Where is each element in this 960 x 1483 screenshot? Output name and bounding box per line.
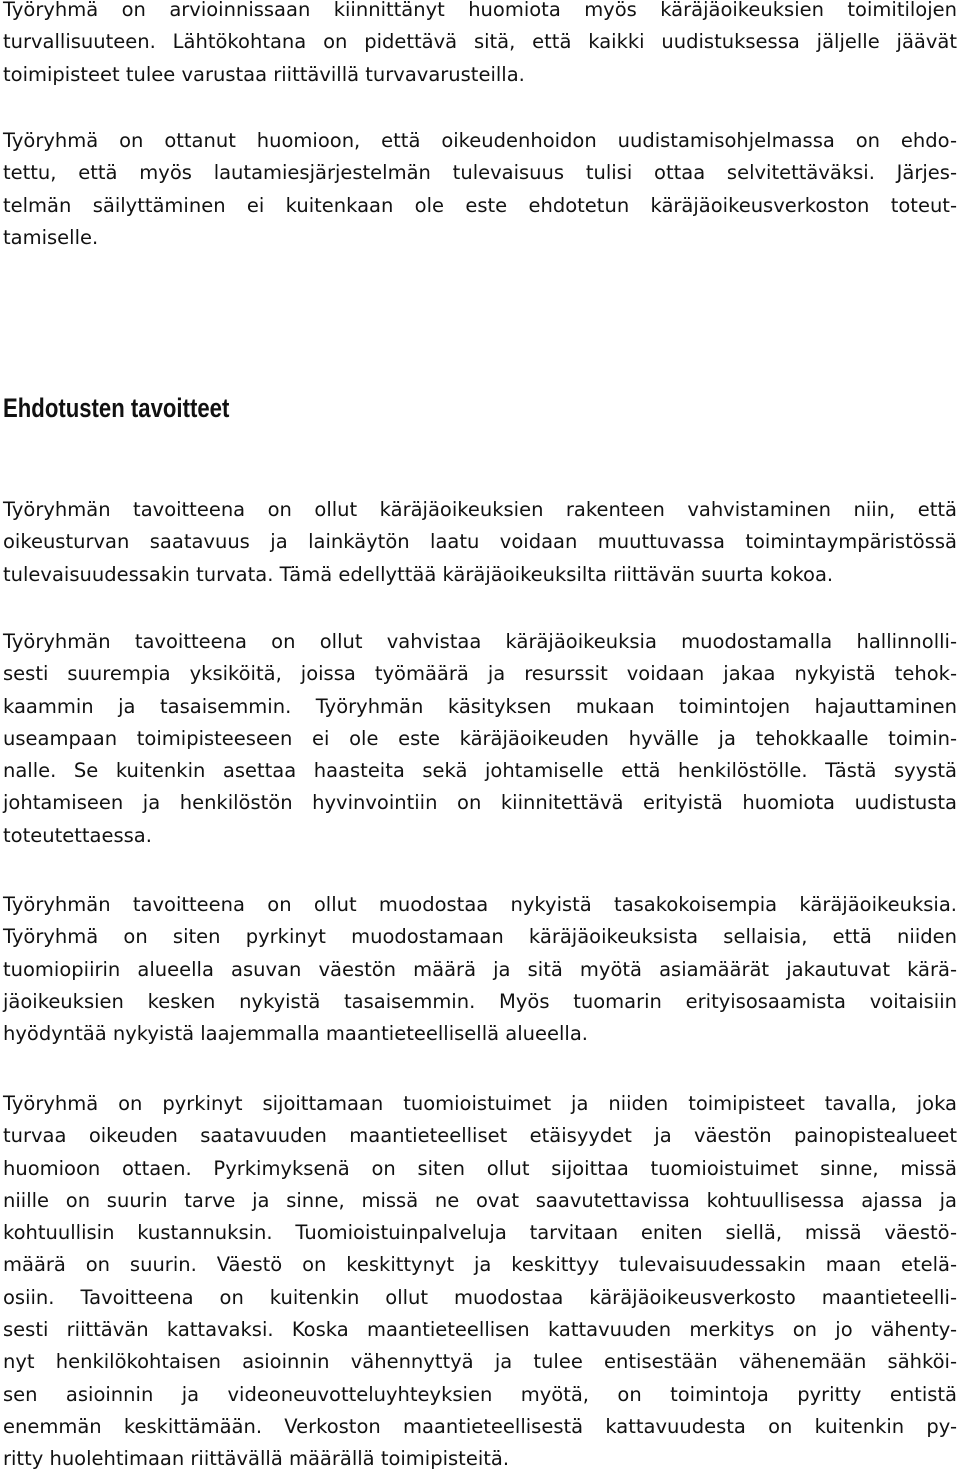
text-line: Työryhmä on ottanut huomioon, että oikeudenhoidon uudistamisohjelmassa on ehdo-: [3, 129, 957, 152]
text-line: turvaa oikeuden saatavuuden maantieteelliset etäisyydet ja väestön painopistealueet: [3, 1124, 957, 1148]
text-line: toimipisteet tulee varustaa riittävillä turvavarusteilla.: [3, 62, 525, 86]
text-line: jäoikeuksien kesken nykyistä tasaisemmin. Myös tuomarin erityisosaamista voitaisiin: [3, 989, 957, 1013]
text-line: tettu, että myös lautamiesjärjestelmän tulevaisuus tulisi ottaa selvitettäväksi. Järjes-: [3, 161, 957, 185]
text-line: turvallisuuteen. Lähtökohtana on pidettävä sitä, että kaikki uudistuksessa jäljelle jäävät: [3, 30, 957, 54]
paragraph-court-locations: [3, 1088, 957, 1476]
text-line: oikeusturvan saatavuus ja lainkäytön laatu voidaan muuttuvassa toimintaympäristössä: [3, 530, 957, 554]
text-line: määrä on suurin. Väestö on keskittynyt ja keskittyy tulevaisuudessakin maan etelä-: [3, 1253, 957, 1277]
text-line: hyödyntää nykyistä laajemmalla maantieteellisellä alueella.: [3, 1022, 588, 1046]
text-line: useampaan toimipisteeseen ei ole este käräjäoikeuden hyvälle ja tehokkaalle toimin-: [3, 726, 957, 750]
text-line: nyt henkilökohtaisen asioinnin vähennyttyä ja tulee entisestään vähenemään sähköi-: [3, 1350, 957, 1374]
text-line: Työryhmä on siten pyrkinyt muodostamaan käräjäoikeuksista sellaisia, että niiden: [3, 925, 957, 949]
text-line: nalle. Se kuitenkin asettaa haasteita sekä johtamiselle että henkilöstölle. Tästä syystä: [3, 759, 957, 783]
text-line: tuomiopiirin alueella asuvan väestön määrä ja sitä myötä asiamäärät jakautuvat kärä-: [3, 957, 957, 981]
paragraph-facility-security: [3, 0, 957, 91]
text-line: Työryhmän tavoitteena on ollut käräjäoikeuksien rakenteen vahvistaminen niin, että: [3, 498, 957, 521]
text-line: huomioon ottaen. Pyrkimyksenä on siten ollut sijoittaa tuomioistuimet sinne, missä: [3, 1156, 957, 1180]
paragraph-goal-equal-size: [3, 889, 957, 1050]
text-line: sen asioinnin ja videoneuvotteluyhteyksien myötä, on toimintoja pyritty entistä: [3, 1382, 957, 1406]
section-heading: Ehdotusten tavoitteet: [3, 393, 230, 423]
text-line: telmän säilyttäminen ei kuitenkaan ole este ehdotetun käräjäoikeusverkoston toteut-: [3, 193, 957, 217]
text-line: johtamiseen ja henkilöstön hyvinvointiin on kiinnitettävä erityistä huomiota uudistusta: [3, 791, 957, 815]
text-line: Työryhmä on pyrkinyt sijoittamaan tuomioistuimet ja niiden toimipisteet tavalla, joka: [3, 1092, 957, 1115]
text-line: tamiselle.: [3, 225, 99, 249]
text-line: osiin. Tavoitteena on kuitenkin ollut muodostaa käräjäoikeusverkosto maantieteelli-: [3, 1285, 957, 1309]
text-line: enemmän keskittämään. Verkoston maantieteellisestä kattavuudesta on kuitenkin py-: [3, 1414, 957, 1438]
paragraph-goal-structure: [3, 494, 957, 591]
text-line: kohtuullisin kustannuksin. Tuomioistuinpalveluja tarvitaan eniten siellä, missä väestö-: [3, 1221, 957, 1245]
text-line: Työryhmän tavoitteena on ollut muodostaa nykyistä tasakokoisempia käräjäoikeuksia.: [3, 893, 957, 916]
text-line: tulevaisuudessakin turvata. Tämä edellyttää käräjäoikeuksilta riittävän suurta kokoa.: [3, 562, 834, 586]
text-line: Työryhmän tavoitteena on ollut vahvistaa käräjäoikeuksia muodostamalla hallinnolli-: [3, 630, 957, 653]
text-line: kaammin ja tasaisemmin. Työryhmän käsityksen mukaan toimintojen hajauttaminen: [3, 694, 957, 718]
text-line: sesti suurempia yksiköitä, joissa työmäärä ja resurssit voidaan jakaa nykyistä tehok-: [3, 662, 957, 686]
text-line: toteutettaessa.: [3, 823, 152, 847]
text-line: sesti riittävän kattavaksi. Koska maantieteellisen kattavuuden merkitys on jo vähenty-: [3, 1318, 957, 1342]
text-line: ritty huolehtimaan riittävällä määrällä toimipisteitä.: [3, 1447, 510, 1471]
text-line: Työryhmä on arvioinnissaan kiinnittänyt huomiota myös käräjäoikeuksien toimitilojen: [3, 0, 957, 21]
paragraph-goal-larger-units: [3, 626, 957, 852]
paragraph-lay-judge-system: [3, 125, 957, 254]
text-line: niille on suurin tarve ja sinne, missä ne ovat saavutettavissa kohtuullisessa ajassa ja: [3, 1188, 957, 1212]
